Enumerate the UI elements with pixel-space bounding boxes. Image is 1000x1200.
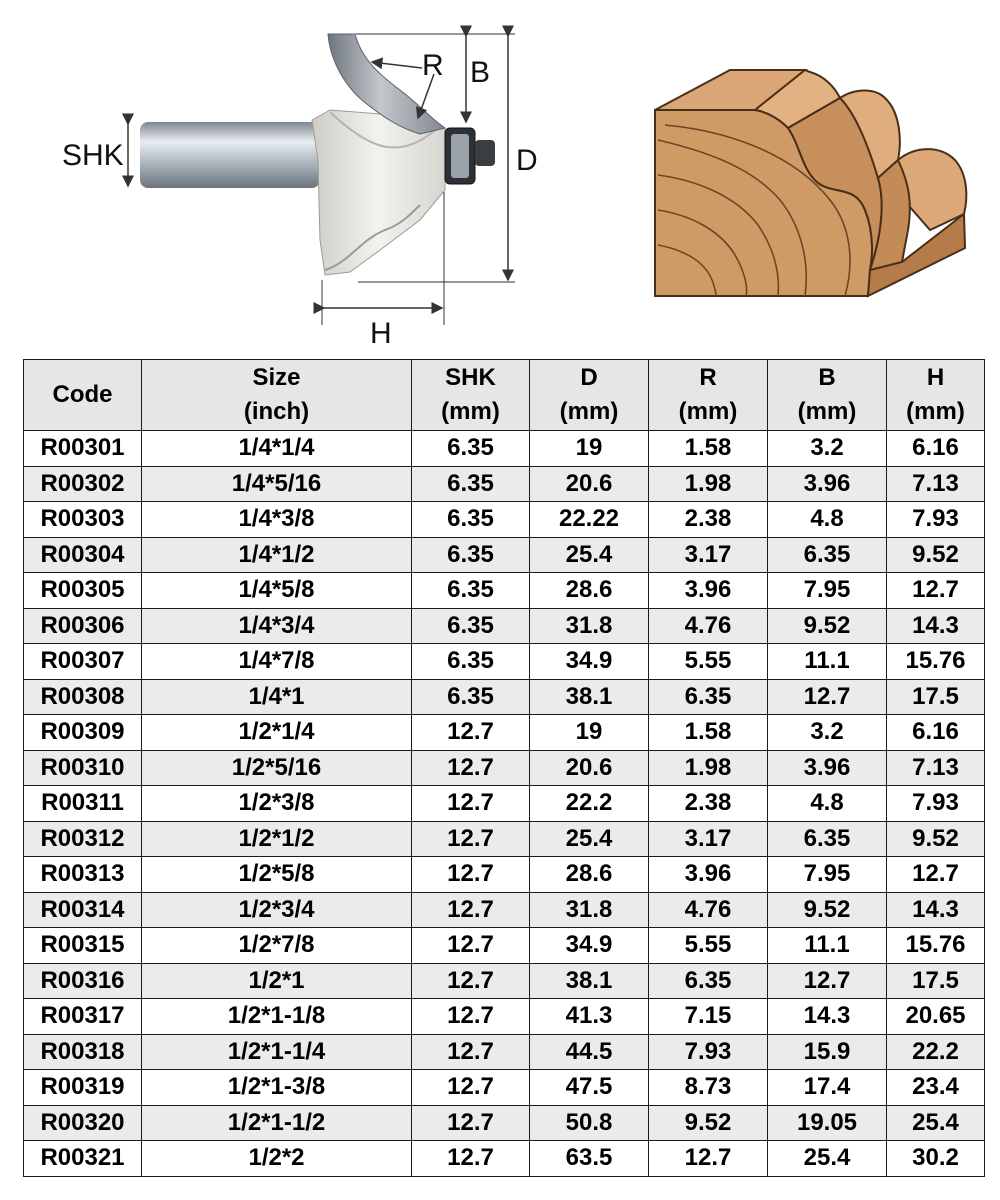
table-cell-size: 1/2*1 (142, 963, 412, 999)
table-cell-r: 2.38 (649, 786, 768, 822)
table-cell-code: R00301 (24, 431, 142, 467)
table-cell-d: 50.8 (530, 1105, 649, 1141)
table-cell-b: 4.8 (768, 502, 887, 538)
spec-table (23, 359, 985, 1177)
table-cell-b: 25.4 (768, 1141, 887, 1177)
table-cell-h: 17.5 (887, 963, 985, 999)
header-col-r (649, 360, 768, 431)
table-cell-code: R00315 (24, 928, 142, 964)
table-cell-d: 25.4 (530, 537, 649, 573)
table-cell-h: 7.13 (887, 466, 985, 502)
table-cell-d: 31.8 (530, 608, 649, 644)
bit-bearing (445, 128, 495, 184)
table-cell-shk: 12.7 (412, 857, 530, 893)
table-cell-h: 6.16 (887, 431, 985, 467)
table-cell-shk: 6.35 (412, 608, 530, 644)
table-row (24, 1070, 985, 1106)
table-cell-r: 6.35 (649, 679, 768, 715)
table-cell-code: R00309 (24, 715, 142, 751)
table-cell-r: 1.58 (649, 431, 768, 467)
table-cell-b: 9.52 (768, 892, 887, 928)
table-row (24, 1141, 985, 1177)
table-cell-r: 6.35 (649, 963, 768, 999)
table-cell-d: 38.1 (530, 679, 649, 715)
table-cell-code: R00308 (24, 679, 142, 715)
table-cell-code: R00313 (24, 857, 142, 893)
table-cell-d: 25.4 (530, 821, 649, 857)
table-row (24, 821, 985, 857)
table-row (24, 999, 985, 1035)
table-cell-d: 34.9 (530, 644, 649, 680)
table-cell-d: 31.8 (530, 892, 649, 928)
table-cell-h: 17.5 (887, 679, 985, 715)
table-cell-d: 38.1 (530, 963, 649, 999)
table-cell-h: 14.3 (887, 892, 985, 928)
table-cell-shk: 12.7 (412, 750, 530, 786)
header-col-h (887, 360, 985, 431)
table-cell-b: 19.05 (768, 1105, 887, 1141)
table-cell-d: 22.2 (530, 786, 649, 822)
table-cell-h: 22.2 (887, 1034, 985, 1070)
table-cell-size: 1/2*1-1/8 (142, 999, 412, 1035)
table-cell-b: 3.96 (768, 466, 887, 502)
table-cell-h: 9.52 (887, 821, 985, 857)
table-cell-code: R00302 (24, 466, 142, 502)
table-cell-d: 19 (530, 431, 649, 467)
table-row (24, 1105, 985, 1141)
spec-table-body (24, 431, 985, 1177)
table-cell-h: 7.93 (887, 786, 985, 822)
table-cell-h: 23.4 (887, 1070, 985, 1106)
table-cell-shk: 6.35 (412, 466, 530, 502)
table-cell-r: 7.93 (649, 1034, 768, 1070)
table-cell-b: 3.96 (768, 750, 887, 786)
table-cell-code: R00314 (24, 892, 142, 928)
table-cell-h: 9.52 (887, 537, 985, 573)
table-cell-code: R00316 (24, 963, 142, 999)
table-cell-r: 1.98 (649, 466, 768, 502)
table-cell-size: 1/2*5/16 (142, 750, 412, 786)
table-row (24, 502, 985, 538)
table-cell-size: 1/2*5/8 (142, 857, 412, 893)
table-cell-h: 15.76 (887, 928, 985, 964)
table-cell-r: 3.17 (649, 821, 768, 857)
table-row (24, 431, 985, 467)
table-cell-size: 1/2*7/8 (142, 928, 412, 964)
header-col-shk (412, 360, 530, 431)
table-cell-shk: 12.7 (412, 821, 530, 857)
table-cell-size: 1/2*2 (142, 1141, 412, 1177)
table-cell-code: R00318 (24, 1034, 142, 1070)
header-label: B (818, 364, 836, 391)
table-cell-code: R00321 (24, 1141, 142, 1177)
table-cell-r: 7.15 (649, 999, 768, 1035)
header-label: D (580, 364, 598, 391)
table-cell-shk: 12.7 (412, 1141, 530, 1177)
table-cell-b: 15.9 (768, 1034, 887, 1070)
table-cell-d: 19 (530, 715, 649, 751)
table-cell-size: 1/4*3/8 (142, 502, 412, 538)
table-cell-size: 1/4*5/8 (142, 573, 412, 609)
table-cell-size: 1/2*1-1/4 (142, 1034, 412, 1070)
table-cell-r: 2.38 (649, 502, 768, 538)
table-cell-r: 3.96 (649, 857, 768, 893)
table-row (24, 928, 985, 964)
table-cell-d: 41.3 (530, 999, 649, 1035)
table-cell-shk: 12.7 (412, 1105, 530, 1141)
table-cell-shk: 12.7 (412, 928, 530, 964)
table-cell-shk: 6.35 (412, 431, 530, 467)
router-bit-diagram (0, 0, 640, 355)
table-cell-code: R00312 (24, 821, 142, 857)
header-col-d (530, 360, 649, 431)
table-cell-h: 7.13 (887, 750, 985, 786)
header-col-size (142, 360, 412, 431)
table-cell-b: 7.95 (768, 573, 887, 609)
header-unit: (mm) (797, 398, 857, 425)
shk-label: SHK (62, 139, 124, 172)
table-cell-code: R00317 (24, 999, 142, 1035)
table-cell-code: R00310 (24, 750, 142, 786)
table-cell-h: 15.76 (887, 644, 985, 680)
table-cell-b: 3.2 (768, 431, 887, 467)
table-cell-code: R00304 (24, 537, 142, 573)
table-cell-size: 1/4*3/4 (142, 608, 412, 644)
table-cell-code: R00306 (24, 608, 142, 644)
table-cell-h: 7.93 (887, 502, 985, 538)
header-label: SHK (445, 364, 496, 391)
table-cell-h: 12.7 (887, 573, 985, 609)
table-cell-shk: 6.35 (412, 573, 530, 609)
table-cell-shk: 6.35 (412, 537, 530, 573)
table-cell-b: 11.1 (768, 644, 887, 680)
table-cell-size: 1/4*1/2 (142, 537, 412, 573)
table-cell-r: 3.96 (649, 573, 768, 609)
table-row (24, 679, 985, 715)
table-cell-shk: 12.7 (412, 786, 530, 822)
table-row (24, 963, 985, 999)
spec-table-header (24, 360, 985, 431)
table-cell-code: R00319 (24, 1070, 142, 1106)
header-unit: (mm) (906, 398, 965, 425)
table-cell-size: 1/4*5/16 (142, 466, 412, 502)
bit-shank (140, 122, 320, 188)
table-cell-size: 1/2*1-1/2 (142, 1105, 412, 1141)
table-cell-r: 1.98 (649, 750, 768, 786)
table-cell-size: 1/4*1 (142, 679, 412, 715)
b-dimension (458, 34, 490, 122)
table-cell-d: 63.5 (530, 1141, 649, 1177)
table-cell-b: 4.8 (768, 786, 887, 822)
header-label: R (699, 364, 717, 391)
header-unit: (mm) (559, 398, 619, 425)
table-cell-d: 22.22 (530, 502, 649, 538)
wood-profile-illustration (640, 0, 1000, 355)
table-cell-shk: 6.35 (412, 679, 530, 715)
table-cell-d: 28.6 (530, 857, 649, 893)
table-row (24, 1034, 985, 1070)
table-cell-r: 4.76 (649, 608, 768, 644)
table-cell-h: 20.65 (887, 999, 985, 1035)
table-cell-b: 14.3 (768, 999, 887, 1035)
table-cell-size: 1/2*3/8 (142, 786, 412, 822)
table-cell-shk: 12.7 (412, 963, 530, 999)
table-cell-d: 20.6 (530, 750, 649, 786)
header-label: Size (252, 364, 301, 391)
header-label: Code (52, 381, 113, 408)
r-label: R (422, 49, 444, 82)
table-cell-d: 20.6 (530, 466, 649, 502)
table-cell-r: 3.17 (649, 537, 768, 573)
header-col-code (24, 360, 142, 431)
table-row (24, 573, 985, 609)
table-cell-r: 4.76 (649, 892, 768, 928)
table-row (24, 537, 985, 573)
table-cell-code: R00303 (24, 502, 142, 538)
table-cell-size: 1/4*7/8 (142, 644, 412, 680)
header-unit: (inch) (243, 398, 310, 425)
table-cell-size: 1/2*1-3/8 (142, 1070, 412, 1106)
header-row (24, 360, 985, 431)
table-cell-d: 28.6 (530, 573, 649, 609)
d-label: D (516, 144, 538, 177)
h-label: H (370, 317, 392, 350)
table-cell-d: 44.5 (530, 1034, 649, 1070)
table-row (24, 786, 985, 822)
table-cell-r: 9.52 (649, 1105, 768, 1141)
header-label: H (926, 364, 945, 391)
table-row (24, 608, 985, 644)
table-row (24, 857, 985, 893)
table-row (24, 750, 985, 786)
table-cell-code: R00305 (24, 573, 142, 609)
table-cell-b: 6.35 (768, 537, 887, 573)
table-cell-shk: 12.7 (412, 999, 530, 1035)
table-row (24, 892, 985, 928)
bit-body (312, 110, 445, 275)
table-cell-shk: 12.7 (412, 892, 530, 928)
header-col-b (768, 360, 887, 431)
table-cell-b: 6.35 (768, 821, 887, 857)
table-cell-h: 30.2 (887, 1141, 985, 1177)
table-cell-code: R00307 (24, 644, 142, 680)
table-cell-code: R00311 (24, 786, 142, 822)
table-cell-shk: 6.35 (412, 644, 530, 680)
table-cell-size: 1/2*1/4 (142, 715, 412, 751)
table-cell-h: 14.3 (887, 608, 985, 644)
table-cell-shk: 12.7 (412, 1070, 530, 1106)
table-cell-size: 1/4*1/4 (142, 431, 412, 467)
table-cell-d: 34.9 (530, 928, 649, 964)
table-cell-b: 3.2 (768, 715, 887, 751)
table-cell-r: 12.7 (649, 1141, 768, 1177)
table-cell-h: 12.7 (887, 857, 985, 893)
table-cell-r: 1.58 (649, 715, 768, 751)
table-cell-b: 12.7 (768, 679, 887, 715)
table-cell-size: 1/2*3/4 (142, 892, 412, 928)
b-label: B (470, 56, 491, 89)
table-cell-b: 11.1 (768, 928, 887, 964)
table-cell-h: 25.4 (887, 1105, 985, 1141)
table-cell-shk: 12.7 (412, 1034, 530, 1070)
table-cell-code: R00320 (24, 1105, 142, 1141)
header-unit: (mm) (441, 398, 500, 425)
table-cell-h: 6.16 (887, 715, 985, 751)
table-cell-b: 17.4 (768, 1070, 887, 1106)
table-cell-b: 9.52 (768, 608, 887, 644)
table-cell-r: 8.73 (649, 1070, 768, 1106)
table-row (24, 644, 985, 680)
table-cell-b: 7.95 (768, 857, 887, 893)
table-cell-size: 1/2*1/2 (142, 821, 412, 857)
table-cell-shk: 6.35 (412, 502, 530, 538)
table-row (24, 466, 985, 502)
table-cell-r: 5.55 (649, 928, 768, 964)
table-cell-shk: 12.7 (412, 715, 530, 751)
header-unit: (mm) (678, 398, 738, 425)
table-cell-r: 5.55 (649, 644, 768, 680)
table-cell-d: 47.5 (530, 1070, 649, 1106)
shk-dimension (62, 124, 128, 186)
table-row (24, 715, 985, 751)
table-cell-b: 12.7 (768, 963, 887, 999)
